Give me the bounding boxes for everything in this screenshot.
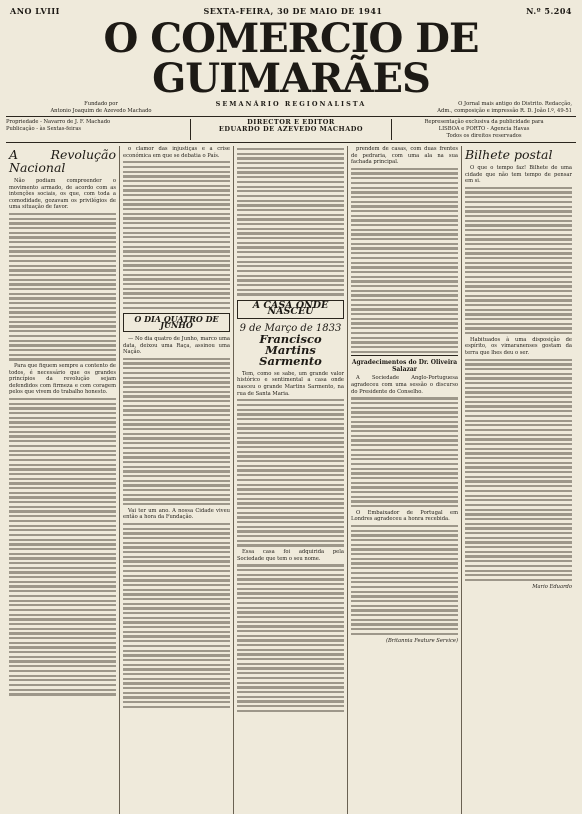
text-lines [465, 187, 572, 335]
year-label: ANO LVIII [10, 6, 60, 16]
publication-line: Publicação - às Sextas-feiras [6, 126, 82, 132]
text-lines [9, 398, 116, 696]
sarmento-heading [237, 323, 344, 367]
mario-signature: Mario Eduardo [532, 584, 572, 591]
text-lines [237, 399, 344, 547]
director-label: DIRECTOR E EDITOR [247, 118, 335, 126]
britannia-signature: (Britannia Feature Service) [385, 638, 458, 645]
column-2 [120, 146, 234, 814]
agradecimentos-headline: Agradecimentos do Dr. Oliveira Salazar [351, 359, 458, 373]
text-lines [123, 358, 230, 506]
founder-block [6, 101, 196, 114]
col4-intro: prendem de casas, com duas frentes de pedraria, com uma ala na sua fachada principal. [351, 146, 458, 166]
col1-paragraph: Não podiam compreender o movimento armado, de acordo com as intenções sociais, os que, com toda a comodidade, gozavam os privilégios de uma situação de favor. [9, 178, 116, 211]
column-3 [234, 146, 348, 814]
jornal-block [386, 101, 576, 114]
col5-paragraph: Habituados à uma disposição de espírito, os vimaranenses gostam da terra que lhes deu o ser. [465, 336, 572, 356]
masthead-title: O COMERCIO DE GUIMARÃES [103, 15, 479, 102]
col3-paragraph: Tem, como se sabe, um grande valor histórico e sentimental a casa onde nasceu o grande Martins Sarmento, na rua de Santa Maria. [237, 370, 344, 397]
owner-block [6, 119, 190, 140]
founded-line2: Antonio Joaquim de Azevedo Machado [50, 107, 152, 114]
issue-date: SEXTA-FEIRA, 30 DE MAIO DE 1941 [203, 6, 383, 16]
subheader [6, 101, 576, 114]
founded-line1: Fundado por [84, 101, 118, 107]
text-lines [237, 564, 344, 712]
col4-paragraph: O Embaixador de Portugal em Londres agradeceu a honra recebida. [351, 509, 458, 523]
text-lines [351, 525, 458, 635]
column-4 [348, 146, 462, 814]
casa-nasceu-headline: A CASA ONDE NASCEU [237, 300, 344, 319]
director-name: EDUARDO DE AZEVEDO MACHADO [218, 125, 364, 133]
divider [6, 142, 576, 143]
text-lines [351, 397, 458, 507]
article-columns [6, 146, 576, 814]
col2-intro: o clamor das injustiças e a crise económica em que se debatia o País. [123, 146, 230, 159]
rep-line1: Representação exclusiva da publicidade para [424, 119, 544, 125]
newspaper-page [6, 4, 576, 796]
text-lines [123, 161, 230, 309]
sarmento-name: Francisco Martins Sarmento [259, 331, 322, 368]
col1-paragraph: Para que fiquem sempre a contento de todos, é necessário que os grandes princípios da revolução sejam defendidos com firmeza e com coragem pelos que vivem do trabalho honesto. [9, 362, 116, 396]
text-lines [123, 523, 230, 708]
info-row [6, 119, 576, 140]
column-1 [6, 146, 120, 814]
director-block [190, 119, 392, 140]
rep-line3: Todos os direitos reservados [446, 133, 522, 139]
text-lines [9, 213, 116, 361]
rep-line2: LISBOA e PORTO - Agencia Havas [438, 126, 530, 132]
text-lines [465, 359, 572, 582]
bilhete-postal-title: Bilhete postal [465, 147, 553, 162]
col5-paragraph: O que o tempo faz! Bilhete de uma cidade que não tem tempo de pensar em si. [465, 165, 572, 185]
divider [351, 355, 458, 356]
text-lines [351, 168, 458, 353]
quatro-junho-headline: O DIA QUATRO DE JUNHO [123, 313, 230, 332]
col2-paragraph: Vai ter um ano. A nossa Cidade viveu então a hora da Fundação. [123, 507, 230, 521]
issue-number: N.º 5.204 [526, 6, 572, 16]
owner-line: Propriedade - Navarro de J. F. Machado [6, 119, 111, 125]
birth-date: 9 de Março de 1833 [239, 322, 342, 334]
column-5 [462, 146, 575, 814]
jornal-line2: Adm., composição e impressão R. D. João I.º, 49-51 [437, 107, 572, 114]
revolucao-headline: A Revolução Nacional [9, 147, 116, 175]
col3-paragraph: Essa casa foi adquirida pela Sociedade que tem o seu nome. [237, 549, 344, 562]
semanario-label: SEMANÁRIO REGIONALISTA [215, 100, 367, 108]
col4-paragraph: A Sociedade Anglo-Portuguesa agradeceu com uma sessão o discurso do Presidente do Conselho. [351, 375, 458, 395]
representation-block [392, 119, 576, 140]
col2-paragraph: — No dia quatro de Junho, marco uma data, deixou uma Raça, assinou uma Nação. [123, 335, 230, 356]
text-lines [237, 148, 344, 296]
divider [6, 116, 576, 117]
jornal-line1: O Jornal mais antigo do Distrito. Redacção, [458, 101, 572, 107]
